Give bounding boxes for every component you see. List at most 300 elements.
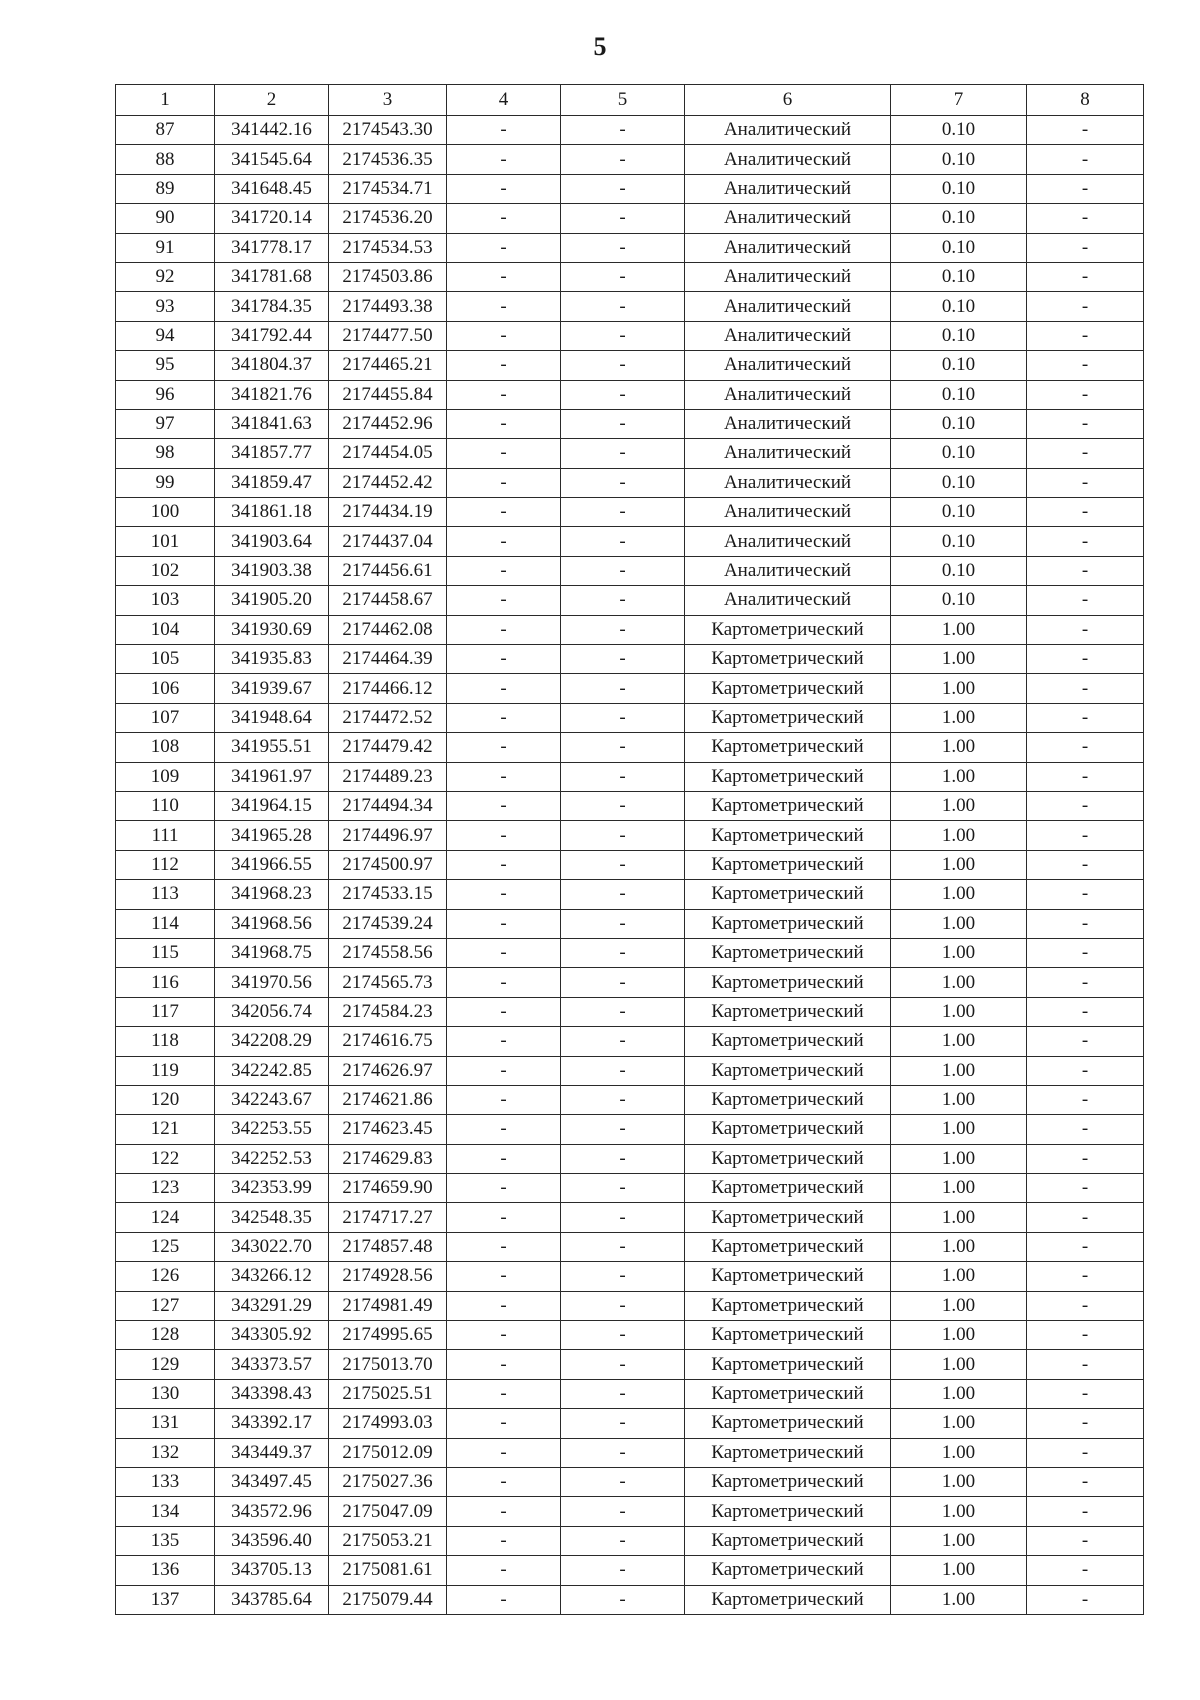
method-cell: Аналитический	[685, 116, 891, 145]
column-4-cell: -	[447, 1115, 561, 1144]
table-row	[116, 645, 1144, 674]
method-cell: Картометрический	[685, 1232, 891, 1261]
y-coordinate-cell: 2175079.44	[329, 1585, 447, 1614]
column-5-cell: -	[561, 791, 685, 820]
column-4-cell: -	[447, 174, 561, 203]
column-8-cell: -	[1027, 762, 1144, 791]
column-4-cell: -	[447, 468, 561, 497]
accuracy-cell: 0.10	[891, 174, 1027, 203]
y-coordinate-cell: 2174621.86	[329, 1085, 447, 1114]
column-4-cell: -	[447, 262, 561, 291]
y-coordinate-cell: 2174464.39	[329, 645, 447, 674]
y-coordinate-cell: 2174659.90	[329, 1174, 447, 1203]
column-4-cell: -	[447, 1203, 561, 1232]
y-coordinate-cell: 2174565.73	[329, 968, 447, 997]
accuracy-cell: 1.00	[891, 1497, 1027, 1526]
table-row	[116, 174, 1144, 203]
y-coordinate-cell: 2174626.97	[329, 1056, 447, 1085]
y-coordinate-cell: 2174455.84	[329, 380, 447, 409]
point-number-cell: 98	[116, 439, 215, 468]
column-4-cell: -	[447, 321, 561, 350]
column-8-cell: -	[1027, 527, 1144, 556]
column-8-cell: -	[1027, 1526, 1144, 1555]
column-5-cell: -	[561, 615, 685, 644]
accuracy-cell: 0.10	[891, 233, 1027, 262]
table-header	[116, 85, 1144, 116]
x-coordinate-cell: 341821.76	[215, 380, 329, 409]
column-8-cell: -	[1027, 1321, 1144, 1350]
table-row	[116, 703, 1144, 732]
x-coordinate-cell: 342353.99	[215, 1174, 329, 1203]
page-number: 5	[593, 32, 607, 61]
point-number-cell: 115	[116, 938, 215, 967]
column-5-cell: -	[561, 292, 685, 321]
accuracy-cell: 1.00	[891, 1085, 1027, 1114]
x-coordinate-cell: 342548.35	[215, 1203, 329, 1232]
x-coordinate-cell: 343596.40	[215, 1526, 329, 1555]
column-5-cell: -	[561, 1115, 685, 1144]
column-4-cell: -	[447, 145, 561, 174]
column-8-cell: -	[1027, 1174, 1144, 1203]
accuracy-cell: 1.00	[891, 1115, 1027, 1144]
x-coordinate-cell: 341948.64	[215, 703, 329, 732]
x-coordinate-cell: 343022.70	[215, 1232, 329, 1261]
column-5-cell: -	[561, 586, 685, 615]
x-coordinate-cell: 342243.67	[215, 1085, 329, 1114]
x-coordinate-cell: 343291.29	[215, 1291, 329, 1320]
column-8-cell: -	[1027, 997, 1144, 1026]
table-row	[116, 850, 1144, 879]
table-row	[116, 204, 1144, 233]
point-number-cell: 131	[116, 1409, 215, 1438]
table-row	[116, 1056, 1144, 1085]
x-coordinate-cell: 341955.51	[215, 733, 329, 762]
y-coordinate-cell: 2175012.09	[329, 1438, 447, 1467]
column-5-cell: -	[561, 527, 685, 556]
method-cell: Аналитический	[685, 439, 891, 468]
method-cell: Картометрический	[685, 733, 891, 762]
column-5-cell: -	[561, 762, 685, 791]
column-5-cell: -	[561, 1497, 685, 1526]
column-4-cell: -	[447, 1291, 561, 1320]
column-8-cell: -	[1027, 409, 1144, 438]
column-5-cell: -	[561, 674, 685, 703]
column-5-cell: -	[561, 997, 685, 1026]
column-8-cell: -	[1027, 145, 1144, 174]
point-number-cell: 134	[116, 1497, 215, 1526]
table-row	[116, 351, 1144, 380]
column-8-cell: -	[1027, 968, 1144, 997]
column-5-cell: -	[561, 409, 685, 438]
table-row	[116, 1321, 1144, 1350]
column-5-cell: -	[561, 468, 685, 497]
column-5-cell: -	[561, 703, 685, 732]
method-cell: Картометрический	[685, 1379, 891, 1408]
table-row	[116, 498, 1144, 527]
column-4-cell: -	[447, 1497, 561, 1526]
column-4-cell: -	[447, 409, 561, 438]
point-number-cell: 137	[116, 1585, 215, 1614]
column-4-cell: -	[447, 439, 561, 468]
accuracy-cell: 0.10	[891, 439, 1027, 468]
column-8-cell: -	[1027, 1144, 1144, 1173]
point-number-cell: 106	[116, 674, 215, 703]
point-number-cell: 111	[116, 821, 215, 850]
point-number-cell: 88	[116, 145, 215, 174]
table-row	[116, 733, 1144, 762]
column-8-cell: -	[1027, 1556, 1144, 1585]
accuracy-cell: 1.00	[891, 1350, 1027, 1379]
column-4-cell: -	[447, 703, 561, 732]
column-5-cell: -	[561, 1321, 685, 1350]
x-coordinate-cell: 341961.97	[215, 762, 329, 791]
y-coordinate-cell: 2174616.75	[329, 1027, 447, 1056]
table-row	[116, 1526, 1144, 1555]
y-coordinate-cell: 2174493.38	[329, 292, 447, 321]
column-8-cell: -	[1027, 1467, 1144, 1496]
method-cell: Картометрический	[685, 1409, 891, 1438]
column-5-cell: -	[561, 1556, 685, 1585]
column-8-cell: -	[1027, 1203, 1144, 1232]
method-cell: Картометрический	[685, 1438, 891, 1467]
point-number-cell: 112	[116, 850, 215, 879]
x-coordinate-cell: 343497.45	[215, 1467, 329, 1496]
y-coordinate-cell: 2174543.30	[329, 116, 447, 145]
table-row	[116, 821, 1144, 850]
column-5-cell: -	[561, 380, 685, 409]
y-coordinate-cell: 2174477.50	[329, 321, 447, 350]
accuracy-cell: 1.00	[891, 821, 1027, 850]
accuracy-cell: 0.10	[891, 498, 1027, 527]
method-cell: Картометрический	[685, 762, 891, 791]
method-cell: Картометрический	[685, 968, 891, 997]
point-number-cell: 89	[116, 174, 215, 203]
point-number-cell: 103	[116, 586, 215, 615]
method-cell: Картометрический	[685, 880, 891, 909]
y-coordinate-cell: 2174456.61	[329, 556, 447, 585]
table-row	[116, 1174, 1144, 1203]
column-8-cell: -	[1027, 733, 1144, 762]
column-5-cell: -	[561, 1379, 685, 1408]
point-number-cell: 127	[116, 1291, 215, 1320]
y-coordinate-cell: 2174462.08	[329, 615, 447, 644]
table-row	[116, 791, 1144, 820]
point-number-cell: 90	[116, 204, 215, 233]
column-5-cell: -	[561, 1585, 685, 1614]
column-4-cell: -	[447, 351, 561, 380]
column-8-cell: -	[1027, 292, 1144, 321]
column-4-cell: -	[447, 1262, 561, 1291]
accuracy-cell: 1.00	[891, 703, 1027, 732]
table-row	[116, 1115, 1144, 1144]
table-row	[116, 674, 1144, 703]
column-5-cell: -	[561, 968, 685, 997]
method-cell: Картометрический	[685, 791, 891, 820]
point-number-cell: 94	[116, 321, 215, 350]
method-cell: Картометрический	[685, 997, 891, 1026]
accuracy-cell: 0.10	[891, 292, 1027, 321]
x-coordinate-cell: 341935.83	[215, 645, 329, 674]
point-number-cell: 87	[116, 116, 215, 145]
point-number-cell: 109	[116, 762, 215, 791]
x-coordinate-cell: 341781.68	[215, 262, 329, 291]
column-5-cell: -	[561, 262, 685, 291]
column-4-cell: -	[447, 1056, 561, 1085]
accuracy-cell: 1.00	[891, 733, 1027, 762]
table-row	[116, 262, 1144, 291]
x-coordinate-cell: 341804.37	[215, 351, 329, 380]
method-cell: Аналитический	[685, 321, 891, 350]
column-4-cell: -	[447, 586, 561, 615]
accuracy-cell: 1.00	[891, 909, 1027, 938]
table-row	[116, 1379, 1144, 1408]
table-row	[116, 1350, 1144, 1379]
column-8-cell: -	[1027, 439, 1144, 468]
column-8-cell: -	[1027, 615, 1144, 644]
table-row	[116, 1291, 1144, 1320]
coordinates-table	[115, 84, 1144, 1615]
header-cell: 8	[1027, 85, 1144, 116]
column-8-cell: -	[1027, 174, 1144, 203]
column-8-cell: -	[1027, 468, 1144, 497]
point-number-cell: 136	[116, 1556, 215, 1585]
x-coordinate-cell: 341968.75	[215, 938, 329, 967]
column-5-cell: -	[561, 821, 685, 850]
accuracy-cell: 0.10	[891, 204, 1027, 233]
column-5-cell: -	[561, 556, 685, 585]
accuracy-cell: 1.00	[891, 1232, 1027, 1261]
accuracy-cell: 1.00	[891, 645, 1027, 674]
accuracy-cell: 1.00	[891, 938, 1027, 967]
point-number-cell: 122	[116, 1144, 215, 1173]
accuracy-cell: 0.10	[891, 321, 1027, 350]
accuracy-cell: 1.00	[891, 1438, 1027, 1467]
accuracy-cell: 1.00	[891, 791, 1027, 820]
column-4-cell: -	[447, 850, 561, 879]
x-coordinate-cell: 341720.14	[215, 204, 329, 233]
x-coordinate-cell: 342253.55	[215, 1115, 329, 1144]
x-coordinate-cell: 341442.16	[215, 116, 329, 145]
accuracy-cell: 1.00	[891, 615, 1027, 644]
table-row	[116, 556, 1144, 585]
table-row	[116, 1203, 1144, 1232]
table-row	[116, 292, 1144, 321]
point-number-cell: 96	[116, 380, 215, 409]
table-row	[116, 1438, 1144, 1467]
table-row	[116, 1467, 1144, 1496]
table-row	[116, 1262, 1144, 1291]
column-8-cell: -	[1027, 586, 1144, 615]
table-row	[116, 938, 1144, 967]
table-row	[116, 145, 1144, 174]
accuracy-cell: 1.00	[891, 850, 1027, 879]
column-5-cell: -	[561, 880, 685, 909]
x-coordinate-cell: 343398.43	[215, 1379, 329, 1408]
method-cell: Картометрический	[685, 615, 891, 644]
column-5-cell: -	[561, 174, 685, 203]
method-cell: Картометрический	[685, 1174, 891, 1203]
column-8-cell: -	[1027, 674, 1144, 703]
y-coordinate-cell: 2174466.12	[329, 674, 447, 703]
table-row	[116, 1556, 1144, 1585]
column-8-cell: -	[1027, 204, 1144, 233]
point-number-cell: 113	[116, 880, 215, 909]
column-5-cell: -	[561, 645, 685, 674]
column-4-cell: -	[447, 997, 561, 1026]
x-coordinate-cell: 341965.28	[215, 821, 329, 850]
table-row	[116, 468, 1144, 497]
column-8-cell: -	[1027, 116, 1144, 145]
y-coordinate-cell: 2174534.71	[329, 174, 447, 203]
y-coordinate-cell: 2174857.48	[329, 1232, 447, 1261]
y-coordinate-cell: 2175013.70	[329, 1350, 447, 1379]
column-5-cell: -	[561, 1232, 685, 1261]
column-8-cell: -	[1027, 1085, 1144, 1114]
x-coordinate-cell: 341545.64	[215, 145, 329, 174]
accuracy-cell: 0.10	[891, 145, 1027, 174]
y-coordinate-cell: 2174629.83	[329, 1144, 447, 1173]
accuracy-cell: 0.10	[891, 409, 1027, 438]
point-number-cell: 102	[116, 556, 215, 585]
x-coordinate-cell: 341841.63	[215, 409, 329, 438]
y-coordinate-cell: 2174465.21	[329, 351, 447, 380]
column-4-cell: -	[447, 1379, 561, 1408]
method-cell: Картометрический	[685, 821, 891, 850]
x-coordinate-cell: 342242.85	[215, 1056, 329, 1085]
method-cell: Аналитический	[685, 351, 891, 380]
point-number-cell: 107	[116, 703, 215, 732]
column-8-cell: -	[1027, 1291, 1144, 1320]
x-coordinate-cell: 341970.56	[215, 968, 329, 997]
method-cell: Аналитический	[685, 380, 891, 409]
point-number-cell: 124	[116, 1203, 215, 1232]
x-coordinate-cell: 342252.53	[215, 1144, 329, 1173]
accuracy-cell: 1.00	[891, 1144, 1027, 1173]
column-5-cell: -	[561, 498, 685, 527]
method-cell: Аналитический	[685, 174, 891, 203]
point-number-cell: 121	[116, 1115, 215, 1144]
column-4-cell: -	[447, 233, 561, 262]
method-cell: Аналитический	[685, 409, 891, 438]
y-coordinate-cell: 2175081.61	[329, 1556, 447, 1585]
y-coordinate-cell: 2175025.51	[329, 1379, 447, 1408]
table-row	[116, 968, 1144, 997]
header-cell: 2	[215, 85, 329, 116]
x-coordinate-cell: 343785.64	[215, 1585, 329, 1614]
accuracy-cell: 0.10	[891, 351, 1027, 380]
column-4-cell: -	[447, 1556, 561, 1585]
point-number-cell: 125	[116, 1232, 215, 1261]
y-coordinate-cell: 2175047.09	[329, 1497, 447, 1526]
x-coordinate-cell: 341857.77	[215, 439, 329, 468]
point-number-cell: 135	[116, 1526, 215, 1555]
column-5-cell: -	[561, 321, 685, 350]
column-8-cell: -	[1027, 850, 1144, 879]
point-number-cell: 117	[116, 997, 215, 1026]
accuracy-cell: 1.00	[891, 997, 1027, 1026]
method-cell: Картометрический	[685, 1056, 891, 1085]
column-5-cell: -	[561, 1085, 685, 1114]
table-row	[116, 1585, 1144, 1614]
column-8-cell: -	[1027, 703, 1144, 732]
y-coordinate-cell: 2174458.67	[329, 586, 447, 615]
x-coordinate-cell: 341648.45	[215, 174, 329, 203]
point-number-cell: 119	[116, 1056, 215, 1085]
method-cell: Аналитический	[685, 204, 891, 233]
column-8-cell: -	[1027, 821, 1144, 850]
column-8-cell: -	[1027, 380, 1144, 409]
y-coordinate-cell: 2174534.53	[329, 233, 447, 262]
column-4-cell: -	[447, 791, 561, 820]
accuracy-cell: 1.00	[891, 1526, 1027, 1555]
point-number-cell: 120	[116, 1085, 215, 1114]
point-number-cell: 123	[116, 1174, 215, 1203]
column-4-cell: -	[447, 1438, 561, 1467]
point-number-cell: 129	[116, 1350, 215, 1379]
method-cell: Картометрический	[685, 1085, 891, 1114]
table-row	[116, 586, 1144, 615]
point-number-cell: 132	[116, 1438, 215, 1467]
x-coordinate-cell: 341939.67	[215, 674, 329, 703]
column-8-cell: -	[1027, 1027, 1144, 1056]
y-coordinate-cell: 2174993.03	[329, 1409, 447, 1438]
y-coordinate-cell: 2174623.45	[329, 1115, 447, 1144]
accuracy-cell: 1.00	[891, 1556, 1027, 1585]
method-cell: Картометрический	[685, 1350, 891, 1379]
column-8-cell: -	[1027, 938, 1144, 967]
column-4-cell: -	[447, 1526, 561, 1555]
column-4-cell: -	[447, 527, 561, 556]
column-5-cell: -	[561, 1144, 685, 1173]
column-4-cell: -	[447, 1085, 561, 1114]
column-4-cell: -	[447, 762, 561, 791]
accuracy-cell: 1.00	[891, 1467, 1027, 1496]
header-cell: 3	[329, 85, 447, 116]
column-8-cell: -	[1027, 1438, 1144, 1467]
accuracy-cell: 0.10	[891, 262, 1027, 291]
accuracy-cell: 0.10	[891, 468, 1027, 497]
x-coordinate-cell: 341930.69	[215, 615, 329, 644]
point-number-cell: 95	[116, 351, 215, 380]
column-5-cell: -	[561, 850, 685, 879]
column-4-cell: -	[447, 909, 561, 938]
accuracy-cell: 1.00	[891, 762, 1027, 791]
method-cell: Картометрический	[685, 1115, 891, 1144]
method-cell: Картометрический	[685, 1203, 891, 1232]
y-coordinate-cell: 2175053.21	[329, 1526, 447, 1555]
method-cell: Картометрический	[685, 1291, 891, 1320]
table-body	[116, 116, 1144, 1615]
point-number-cell: 105	[116, 645, 215, 674]
column-8-cell: -	[1027, 645, 1144, 674]
header-cell: 7	[891, 85, 1027, 116]
method-cell: Картометрический	[685, 1497, 891, 1526]
accuracy-cell: 1.00	[891, 1291, 1027, 1320]
accuracy-cell: 1.00	[891, 880, 1027, 909]
method-cell: Картометрический	[685, 1144, 891, 1173]
column-4-cell: -	[447, 1174, 561, 1203]
x-coordinate-cell: 341903.38	[215, 556, 329, 585]
column-8-cell: -	[1027, 233, 1144, 262]
point-number-cell: 91	[116, 233, 215, 262]
point-number-cell: 108	[116, 733, 215, 762]
header-cell: 4	[447, 85, 561, 116]
column-4-cell: -	[447, 1027, 561, 1056]
column-4-cell: -	[447, 674, 561, 703]
method-cell: Картометрический	[685, 645, 891, 674]
header-cell: 6	[685, 85, 891, 116]
x-coordinate-cell: 341968.23	[215, 880, 329, 909]
